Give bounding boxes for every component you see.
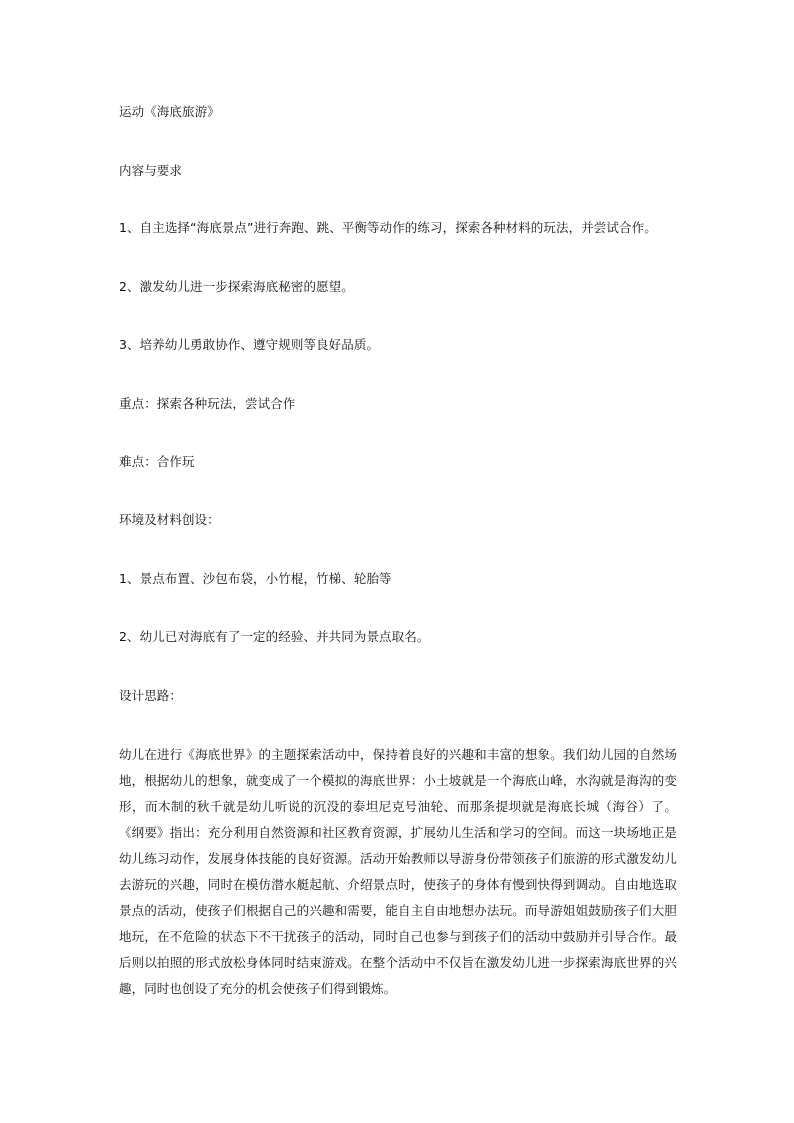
requirement-item-2: 2、激发幼儿进一步探索海底秘密的愿望。 [119, 279, 354, 294]
environment-item-2: 2、幼儿已对海底有了一定的经验、并共同为景点取名。 [119, 629, 430, 644]
difficulty-point: 难点：合作玩 [119, 454, 195, 469]
requirement-item-1: 1、自主选择“海底景点”进行奔跑、跳、平衡等动作的练习，探索各种材料的玩法，并尝试合作。 [119, 220, 657, 235]
requirement-item-3: 3、培养幼儿勇敢协作、遵守规则等良好品质。 [119, 337, 380, 352]
section-heading-content-requirements: 内容与要求 [119, 163, 183, 178]
section-heading-design: 设计思路： [119, 688, 183, 703]
design-paragraph: 幼儿在进行《海底世界》的主题探索活动中，保持着良好的兴趣和丰富的想象。我们幼儿园的自然场地，根据幼儿的想象，就变成了一个模拟的海底世界：小土坡就是一个海底山峰，水沟就是海沟的变形，而木制的秋千就是幼儿听说的沉没的泰坦尼克号油轮、而那条提坝就是海底长城（海谷）了。《纲要》指出：充分利用自然资源和社区教育资源，扩展幼儿生活和学习的空间。而这一块场地正是幼儿练习动作，发展身体技能的良好资源。活动开始教师以导游身份带领孩子们旅游的形式激发幼儿去游玩的兴趣，同时在模仿潜水艇起航、介绍景点时，使孩子的身体有慢到快得到调动。自由地选取景点的活动，使孩子们根据自己的兴趣和需要，能自主自由地想办法玩。而导游姐姐鼓励孩子们大胆地玩，在不危险的状态下不干扰孩子的活动，同时自己也参与到孩子们的活动中鼓励并引导合作。最后则以拍照的形式放松身体同时结束游戏。在整个活动中不仅旨在激发幼儿进一步探索海底世界的兴趣，同时也创设了充分的机会使孩子们得到锻炼。 [119, 747, 677, 996]
key-point: 重点：探索各种玩法，尝试合作 [119, 396, 296, 411]
section-heading-environment: 环境及材料创设： [119, 512, 220, 527]
environment-item-1: 1、景点布置、沙包布袋，小竹棍，竹梯、轮胎等 [119, 571, 392, 586]
document-title: 运动《海底旅游》 [119, 104, 220, 119]
